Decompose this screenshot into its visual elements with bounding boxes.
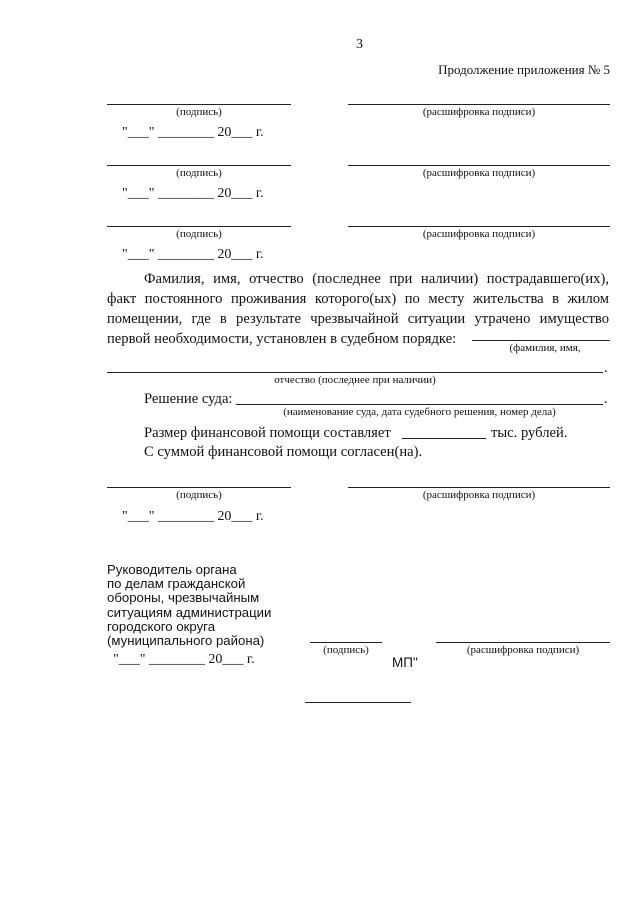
head-title-line: по делам гражданской (107, 576, 246, 592)
signature-decode-line (348, 104, 610, 105)
end-separator-line (305, 702, 411, 703)
line-end-period: . (604, 391, 608, 407)
paragraph-line: первой необходимости, установлен в судебном порядке: (107, 331, 457, 347)
court-decision-caption: (наименование суда, дата судебного решения, номер дела) (283, 406, 556, 418)
head-signature-decode-caption: (расшифровка подписи) (466, 644, 580, 656)
signature-decode-caption: (расшифровка подписи) (422, 106, 536, 118)
fio-caption: (фамилия, имя, (509, 342, 581, 354)
head-title-line: обороны, чрезвычайным (107, 590, 260, 606)
head-title-line: (муниципального района) (107, 633, 265, 649)
signature-decode-caption: (расшифровка подписи) (422, 489, 536, 501)
head-title-line: ситуациям администрации (107, 604, 272, 620)
date-field: "___" ________ 20___ г. (122, 247, 264, 262)
date-field: "___" ________ 20___ г. (122, 509, 264, 524)
court-decision-line (236, 404, 603, 405)
signature-caption: (подпись) (176, 167, 222, 179)
stamp-place-mark: МП" (392, 655, 418, 670)
line-end-period: . (604, 360, 608, 376)
signature-caption: (подпись) (176, 106, 222, 118)
signature-decode-caption: (расшифровка подписи) (422, 167, 536, 179)
fio-continuation-line (107, 372, 603, 373)
signature-decode-caption: (расшифровка подписи) (422, 228, 536, 240)
head-title-line: Руководитель органа (107, 562, 237, 577)
agreement-statement: С суммой финансовой помощи согласен(на). (144, 444, 423, 460)
aid-amount-label: Размер финансовой помощи составляет (144, 425, 391, 441)
head-signature-line (310, 642, 382, 643)
paragraph-line: помещении, где в результате чрезвычайной ситуации утрачено имущество (107, 311, 609, 327)
appendix-continuation-note: Продолжение приложения № 5 (438, 62, 610, 77)
signature-line (107, 487, 291, 488)
date-field: "___" ________ 20___ г. (113, 652, 255, 667)
date-field: "___" ________ 20___ г. (122, 186, 264, 201)
paragraph-line: факт постоянного проживания которого(ых) по месту жительства в жилом (107, 291, 609, 307)
signature-decode-line (348, 165, 610, 166)
court-decision-label: Решение суда: (144, 391, 233, 407)
signature-decode-line (348, 487, 610, 488)
head-title-line: городского округа (107, 618, 216, 634)
page-number: 3 (356, 37, 363, 52)
fio-blank-line (472, 340, 610, 341)
date-field: "___" ________ 20___ г. (122, 125, 264, 140)
head-signature-decode-line (436, 642, 610, 643)
signature-line (107, 165, 291, 166)
paragraph-line: Фамилия, имя, отчество (последнее при наличии) пострадавшего(их), (144, 271, 609, 287)
signature-caption: (подпись) (176, 489, 222, 501)
signature-line (107, 104, 291, 105)
aid-amount-line (402, 438, 486, 439)
signature-decode-line (348, 226, 610, 227)
signature-caption: (подпись) (176, 228, 222, 240)
patronymic-caption: отчество (последнее при наличии) (274, 374, 436, 386)
civil-defense-head-title (107, 563, 271, 648)
head-signature-caption: (подпись) (323, 644, 369, 656)
aid-amount-unit: тыс. рублей. (491, 425, 568, 441)
signature-line (107, 226, 291, 227)
victims-paragraph (107, 269, 609, 349)
